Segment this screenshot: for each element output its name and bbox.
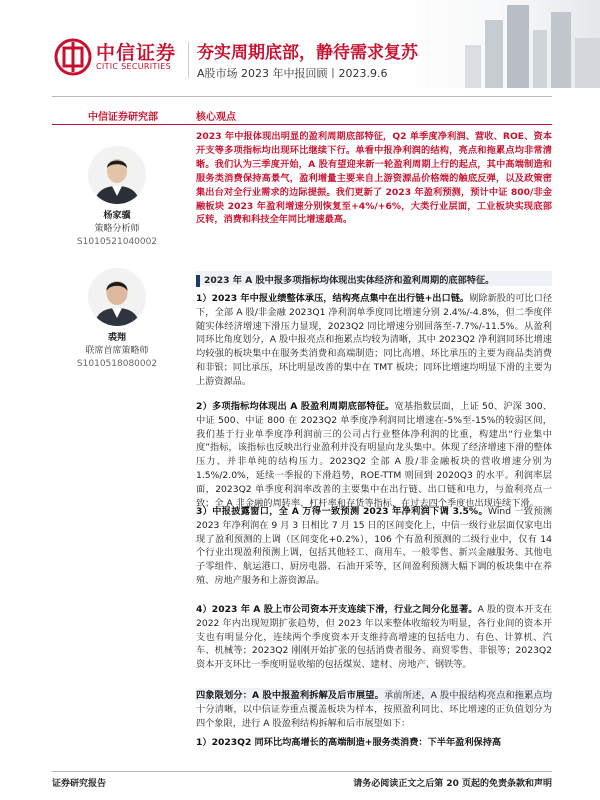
- analyst-name: 裘翔: [107, 333, 126, 343]
- section-title: 核心观点: [196, 112, 236, 123]
- paragraph-text: A 股的资本开支在 2022 年内出现短期扩张趋势，但 2023 年以来整体收缩较为明显，各行业间的资本开支也有明显分化，连续两个季度资本开支维持高增速的包括电力、有色、计算机、汽车、机械等；2023Q2 刚刚开始扩张的包括消费者服务、商贸零售、非银等；2023Q2 资本开支环比一季度明显收缩的包括煤炭、建材、房地产、钢铁等。: [196, 604, 552, 671]
- paragraph-2: [196, 400, 552, 510]
- header-background-image: [405, 0, 600, 88]
- paragraph-head: 1）2023Q2 同环比均高增长的高端制造+服务类消费：下半年盈利保持高: [196, 737, 502, 748]
- paragraph-4: [196, 603, 552, 672]
- header-divider: [188, 42, 189, 78]
- avatar: [88, 268, 146, 326]
- report-header: [0, 0, 600, 92]
- key-view-text-body: 2023 年中报体现出明显的盈利周期底部特征，Q2 单季度净利润、营收、ROE、资本开支等多项指标均出现环比继续下行。单看中报净利润的结构，亮点和拖累点均非常清晰。我们认为三季度开始，A 股有望迎来新一轮盈利周期上行的起点，其中高端制造和服务类消费保持高景气，盈利增量主要来自上游资源品价格端的触底反弹，以及政策密集出台对全行业需求的边际提振。我们更新了 2023 年盈利预测，预计中证 800/非金融板块 2023 年盈利增速分别恢复至+4%/+6%，大类行业层面，工业板块实现底部反转，消费和科技全年同比增速最高。: [196, 131, 552, 226]
- paragraph-head: 1）2023 年中报业绩整体承压，结构亮点集中在出行链+出口链。: [196, 293, 470, 304]
- footer-label: 证券研究报告: [52, 779, 107, 789]
- paragraph-continued: [196, 736, 552, 750]
- citic-logo-icon: [54, 38, 92, 76]
- header-rule: [52, 96, 552, 97]
- analyst-card: [52, 268, 182, 371]
- logo-text-cn: 中信证券: [96, 42, 177, 64]
- analyst-role: 联席首席策略师: [85, 346, 149, 356]
- paragraph-text: 剔除新股的可比口径下，全部 A 股/非金融 2023Q1 净利润单季度同比增速分别 2.4%/-4.8%，但二季度伴随实体经济增速下滑压力显现，2023Q2 同比增速分别回落至-7.7%/-11.5%。从盈利同环比角度划分，A 股中报亮点和拖累点均较为清晰，其中 2023Q2 净利润同环比增速均较强的板块集中在服务类消费和高端制造；同比高增、环比承压的主要为商品类消费和非银；同比承压，环比明显改善的集中在 TMT 板块；同环比增速均明显下滑的主要为上游资源品。: [196, 293, 553, 387]
- analyst-name: 杨家骥: [103, 211, 131, 221]
- paragraph-text: Wind 一致预测 2023 年净利润在 9 月 3 日相比 7 月 15 日的区间变化上，中信一级行业层面仅家电出现了盈利预测的上调（区间变化+0.2%），106 个有盈利预测的二级行业中，仅有 14 个行业出现盈利预测上调，包括其他轻工、商用车、一般零售、新兴金融服务、其他电子零组件、航运港口、厨房电器、石油开采等，区间盈利预测大幅下调的板块集中在养殖、房地产服务和上游资源品。: [196, 506, 553, 586]
- quadrant-text: 承前所述，A 股中报结构亮点和拖累点均十分清晰，以中信证券重点覆盖板块为样本，按照盈利同比、环比增速的正负值划分为四个象限，进行 A 股盈利结构拆解和后市展望如下：: [196, 690, 552, 729]
- quadrant-paragraph: [196, 689, 552, 730]
- bullet-mark: [196, 275, 200, 287]
- analyst-card: [52, 146, 182, 249]
- quadrant-head: 四象限划分：A 股中报盈利拆解及后市展望。: [196, 690, 384, 701]
- sidebar-title: 中信证券研究部: [88, 112, 158, 123]
- footer-rule: [52, 771, 552, 772]
- analyst-role: 策略分析师: [94, 224, 140, 234]
- paragraph-head: 4）2023 年 A 股上市公司资本开支连续下滑，行业之间分化显著。: [196, 604, 478, 615]
- paragraph-head: 3）中报披露窗口，全 A 万得一致预测 2023 年净利润下调 3.5%。: [196, 506, 488, 517]
- footer-disclaimer: 请务必阅读正文之后第 20 页起的免责条款和声明: [353, 779, 552, 789]
- avatar: [88, 146, 146, 204]
- paragraph-head: 2）多项指标均体现出 A 股盈利周期底部特征。: [196, 401, 395, 412]
- analyst-cert: S1010518080002: [76, 359, 158, 369]
- section-rule: [52, 124, 552, 125]
- logo-text-en: CITIC SECURITIES: [96, 62, 171, 71]
- paragraph-3: [196, 505, 552, 588]
- lead-sentence-text: 2023 年 A 股中报多项指标均体现出实体经济和盈利周期的底部特征。: [204, 275, 495, 286]
- key-view-text: [196, 130, 552, 227]
- paragraph-text: 宽基指数层面，上证 50、沪深 300、中证 500、中证 800 在 2023Q2 单季度净利润同比增速在-5%至-15%的较弱区间，我们基于行业单季度净利润前三的公司占行业整体净利润的比重，构建出“行业集中度”指标，该指标也反映出行业盈利并没有明显向龙头集中。体现了经济增速下滑的整体压力、并非单纯的结构压力。2023Q2 全部 A 股/非金融板块的营收增速分别为 1.5%/2.0%，延续一季报的下滑趋势，ROE-TTM 则回到 2020Q3 的水平。利润率层面，2023Q2 单季度利润率改善的主要集中在出行链、出口链和电力，与盈利亮点一致；全 A 非金融的周转率、杠杆率和存货等指标，在过去四个季度也出现连续下滑。: [196, 401, 552, 509]
- analyst-cert: S1010521040002: [76, 237, 158, 247]
- report-title: 夯实周期底部，静待需求复苏: [197, 43, 418, 63]
- paragraph-1: [196, 292, 552, 389]
- report-subtitle: A股市场 2023 年中报回顾丨2023.9.6: [197, 67, 388, 80]
- lead-sentence: [196, 272, 552, 287]
